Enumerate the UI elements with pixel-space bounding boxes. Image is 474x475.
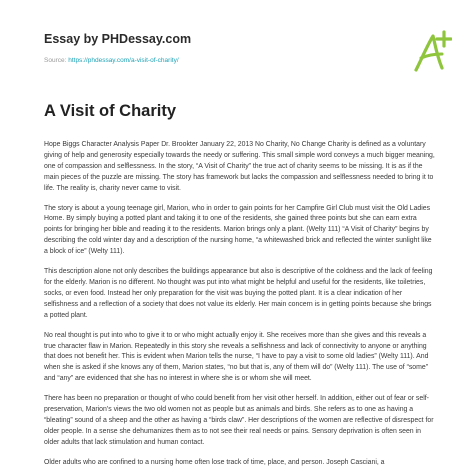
paragraph: Older adults who are confined to a nursing home often lose track of time, place, and person. Joseph Casciani, a <box>44 458 385 466</box>
paragraph: The story is about a young teenage girl, Marion, who in order to gain points for her Campfire Girl Club must visit the Old Ladies Home. By simply buying a potted plant and taking it to one of the residents, she gained three points but she can earn extra points for bringing her bible and reading it to the residents. Marion brings only a plant. (Welty 111) “A Visit of Charity” begins by describing the cold winter day and a description of the nursing home, “a whitewashed brick and reflected the winter sunlight like a block of ice” (Welty 111). <box>44 204 432 256</box>
source-link[interactable]: https://phdessay.com/a-visit-of-charity/ <box>68 57 179 64</box>
source-line <box>44 57 191 64</box>
a-plus-logo-icon <box>412 30 452 74</box>
brand-title: Essay by PHDessay.com <box>44 32 192 46</box>
source-label: Source: <box>44 57 69 64</box>
essay-title: A Visit of Charity <box>44 102 177 120</box>
paragraph: There has been no preparation or thought of who could benefit from her visit other herself. In addition, either out of fear or self-preservation, Marion’s views the two old women not as people but as animals and birds. She refers as to one as having a “bleating” sound of a sheep and the other as having a “birds claw”. Her descriptions of the women are reflective of disrespect for older people. In a sense she dehumanizes them as to not see their real needs or pains. Sensory deprivation is often seen in older adults that lack stimulation and human contact. <box>44 395 434 446</box>
essay-body <box>44 140 436 475</box>
paragraph: This description alone not only describes the buildings appearance but also is descriptive of the coldness and the lack of feeling for the elderly. Marion is no different. No thought was put into what might be helpful and useful for the residents, like toiletries, socks, or even food. Instead her only preparation for the visit was buying the potted plant. It is a clear indication of her selfishness and a reflection of a society that does not value its elderly. Her main concern is in getting points because she brings a potted plant. <box>44 268 433 319</box>
paragraph: No real thought is put into who to give it to or who might actually enjoy it. She receives more than she gives and this reveals a true character flaw in Marion. Repeatedly in this story she reveals a selfishness and lack of connectivity to anyone or anything that does not benefit her. This is evident when Marion tells the nurse, “I have to pay a visit to some old ladies” (Welty 111). And when she is asked if she knows any of them, Marion states, “no but that is, any of them will do” (Welty 111). The use of “some” and “any” are evidenced that she has no interest in where she is or whom she will meet. <box>44 331 429 383</box>
header <box>44 32 191 64</box>
paragraph: Hope Biggs Character Analysis Paper Dr. Brookter January 22, 2013 No Charity, No Change Charity is defined as a voluntary giving of help and generosity especially towards the needy or suffering. This small simple word conveys a much bigger meaning, one of compassion and selflessness. In the story, “A Visit of Charity” the true act of charity seems to be missing. It is as if the main pieces of the puzzle are missing. The story has framework but lacks the compassion and selflessness needed to bring it to life. The reality is, charity never came to visit. <box>44 141 435 192</box>
